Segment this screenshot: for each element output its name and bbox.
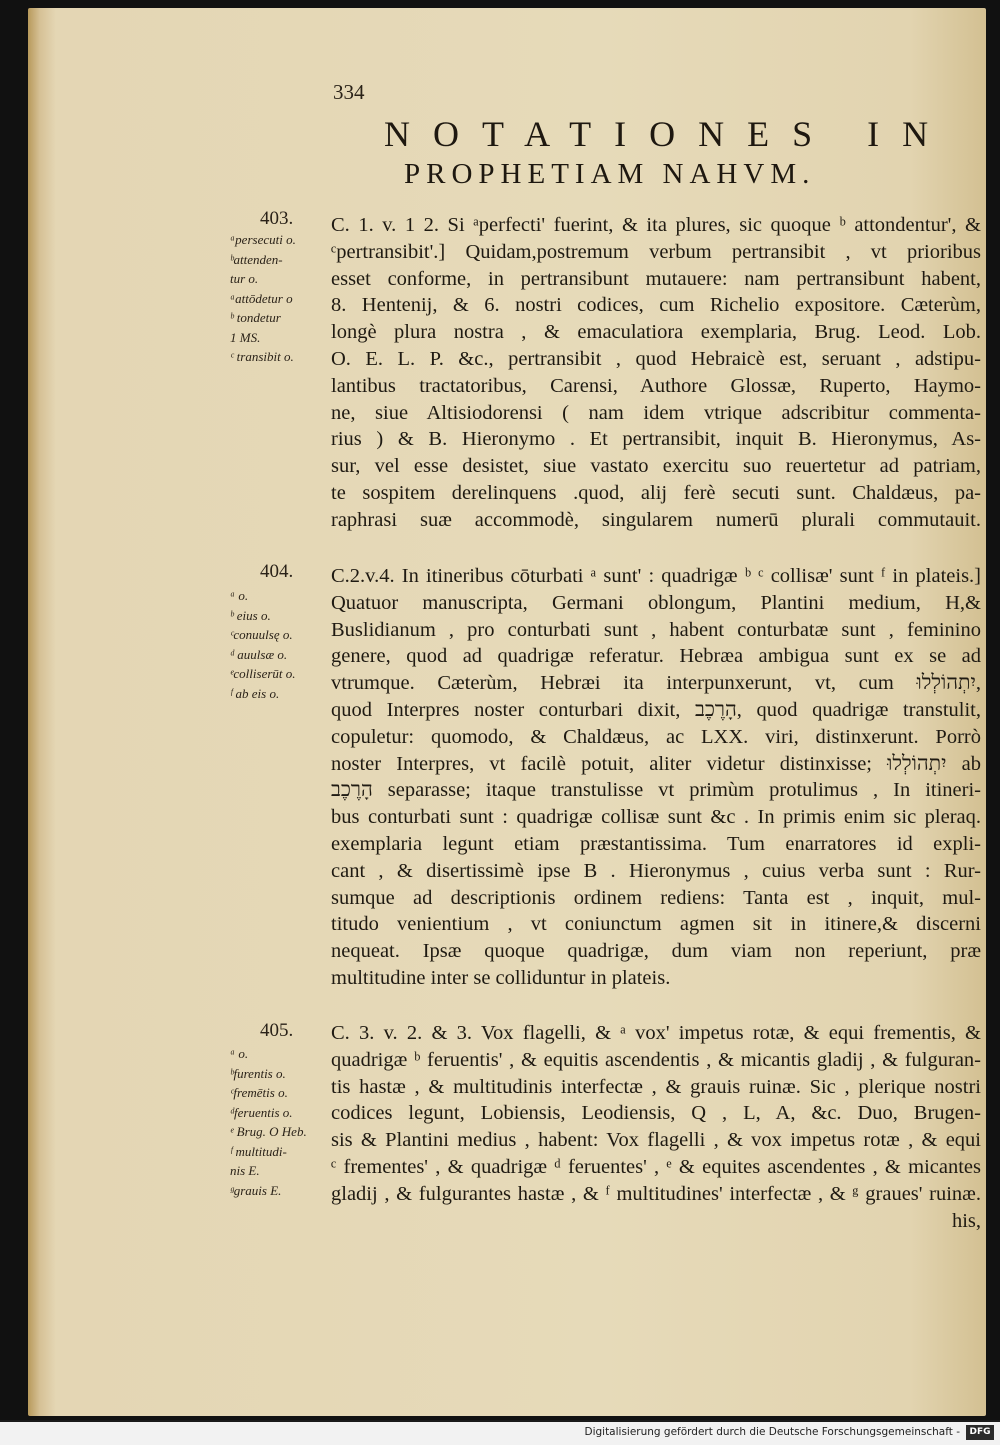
text-line: multitudine inter se colliduntur in plateis. (331, 966, 671, 989)
text-line: ᶜpertransibit'.] Quidam,postremum verbum pertransibit , vt prioribus (331, 240, 981, 263)
text-line: noster Interpres, vt facilè potuit, aliter videtur distinxisse; יִתְהוֹלְלוּ ab (331, 752, 981, 775)
text-line: Buslidianum , pro conturbati sunt , habent conturbatæ sunt , feminino (331, 618, 981, 641)
margin-note: ᵃpersecuti o. (230, 232, 296, 247)
margin-note: ᵃattōdetur o (230, 290, 293, 306)
text-line: vtrumque. Cæterùm, Hebræi ita interpunxerunt, vt, cum יִתְהוֹלְלוּ, (331, 672, 981, 695)
margin-note: ᵇfurentis o. (230, 1065, 286, 1081)
text-line: raphrasi suæ accommodè, singularem numerū plurali commutauit. (331, 508, 981, 531)
page (28, 8, 986, 1416)
text-line: esset conforme, in pertransibunt mutauere: nam pertransibunt habent, (331, 267, 981, 290)
entry-number: 403. (260, 208, 294, 229)
text-line: tis hastæ , & multitudinis interfectæ , & grauis ruinæ. Sic , plerique nostri (331, 1075, 981, 1098)
text-line: codices legunt, Lobiensis, Leodiensis, Q , L, A, &c. Duo, Brugen- (331, 1102, 981, 1125)
text-line: cant , & disertissimè ipse B . Hieronymus , cuius verba sunt : Rur- (331, 859, 981, 882)
margin-note: ᶜfremētis o. (230, 1085, 288, 1100)
page-title-line-1: NOTATIONES IN (384, 114, 952, 154)
margin-note: ᵃ o. (230, 1046, 249, 1061)
margin-notes (230, 586, 328, 703)
text-line: 8. Hentenij, & 6. nostri codices, cum Richelio expositore. Cæterùm, (331, 294, 981, 317)
text-line: te sospitem derelinquens .quod, alij ferè secuti sunt. Chaldæus, pa- (331, 481, 981, 504)
text-line: bus conturbati sunt : quadrigæ collisæ sunt &c . In primis enim sic pleraq. (331, 806, 981, 829)
margin-note: ᵉcolliserūt o. (230, 666, 296, 681)
entry-text (331, 563, 981, 992)
margin-note: ᶜ transibit o. (230, 349, 294, 364)
margin-note: ᵈ auulsæ o. (230, 646, 288, 662)
text-line: ᶜ frementes' , & quadrigæ ᵈ feruentes' , ᵉ & equites ascendentes , & micantes (331, 1155, 981, 1178)
text-line: Quatuor manuscripta, Germani oblongum, Plantini medium, H,& (331, 591, 981, 614)
text-line: nequeat. Ipsæ quoque quadrigæ, dum viam non reperiunt, præ (331, 940, 981, 963)
funding-credit: Digitalisierung gefördert durch die Deutsche Forschungsgemeinschaft - (584, 1426, 960, 1438)
text-line: sur, vel esse desistet, siue vastato exercitu suo reuertetur ad patriam, (331, 455, 981, 478)
digitization-footer (0, 1422, 1000, 1445)
entry-text (331, 1020, 981, 1234)
margin-note: tur o. (230, 271, 259, 286)
page-number: 334 (333, 80, 365, 104)
text-line: C. 3. v. 2. & 3. Vox flagelli, & ᵃ vox' impetus rotæ, & equi frementis, & (331, 1022, 981, 1044)
text-line: lantibus tractatoribus, Carensi, Authore Glossæ, Ruperto, Haymo- (331, 374, 981, 397)
text-line: O. E. L. P. &c., pertransibit , quod Hebraicè est, seruant , adstipu- (331, 347, 981, 370)
text-line: quod Interpres noster conturbari dixit, הָרֶכֶב, quod quadrigæ transtulit, (331, 698, 981, 721)
margin-note: ᵇattenden- (230, 251, 283, 267)
text-line: quadrigæ ᵇ feruentis' , & equitis ascendentis , & micantis gladij , & fulguran- (331, 1048, 981, 1071)
catchword: his, (951, 1209, 981, 1232)
margin-notes (230, 1044, 328, 1200)
entry-text (331, 212, 981, 534)
text-line: genere, quod ad quadrigæ referatur. Hebræa ambigua sunt ex se ad (331, 645, 981, 668)
margin-note: ᶜconuulsę o. (230, 627, 293, 642)
text-line: titudo venientium , vt coniunctum agmen sit in itinere,& discerni (331, 913, 981, 936)
entry-number: 404. (260, 561, 294, 582)
text-line: C.2.v.4. In itineribus cōturbati ᵃ sunt' : quadrigæ ᵇ ᶜ collisæ' sunt ᶠ in plateis.] (331, 565, 981, 587)
margin-note: ᵃ o. (230, 588, 249, 603)
text-line: ne, siue Altisiodorensi ( nam idem vtrique adscribitur commenta- (331, 401, 981, 424)
entry-number: 405. (260, 1020, 294, 1041)
page-title-line-2: PROPHETIAM NAHVM. (404, 158, 816, 190)
margin-note: ᵍgrauis E. (230, 1182, 282, 1198)
margin-note: 1 MS. (230, 329, 261, 345)
margin-note: nis E. (230, 1163, 260, 1178)
dfg-logo: DFG (966, 1425, 994, 1440)
margin-note: ᶠ ab eis o. (230, 685, 280, 701)
text-line: הָרֶכֶב separasse; itaque transtulisse vt primùm protulimus , In itineri- (331, 779, 981, 802)
margin-note: ᵇ eius o. (230, 607, 271, 623)
text-line: copuletur: quomodo, & Chaldæus, ac LXX. viri, distinxerunt. Porrò (331, 725, 981, 748)
text-line: C. 1. v. 1 2. Si ᵃperfecti' fuerint, & ita plures, sic quoque ᵇ attondentur', & (331, 214, 981, 236)
text-line: longè plura nostra , & emaculatiora exemplaria, Brug. Leod. Lob. (331, 321, 981, 344)
margin-note: ᵈferuentis o. (230, 1104, 293, 1120)
margin-note: ᵉ Brug. O Heb. (230, 1124, 307, 1139)
margin-note: ᶠ multitudi- (230, 1143, 287, 1159)
text-line: gladij , & fulgurantes hastæ , & ᶠ multitudines' interfectæ , & ᵍ graues' ruinæ. (331, 1182, 981, 1205)
margin-note: ᵇ tondetur (230, 310, 281, 325)
margin-notes (230, 230, 328, 367)
text-line: rius ) & B. Hieronymo . Et pertransibit, inquit B. Hieronymus, As- (331, 428, 981, 451)
text-line: exemplaria legunt etiam præstantissima. Tum enarratores id expli- (331, 832, 981, 855)
text-line: sis & Plantini medius , habent: Vox flagelli , & vox impetus rotæ , & equi (331, 1129, 981, 1152)
text-line: sumque ad descriptionis ordinem rediens: Tanta est , inquit, mul- (331, 886, 981, 909)
